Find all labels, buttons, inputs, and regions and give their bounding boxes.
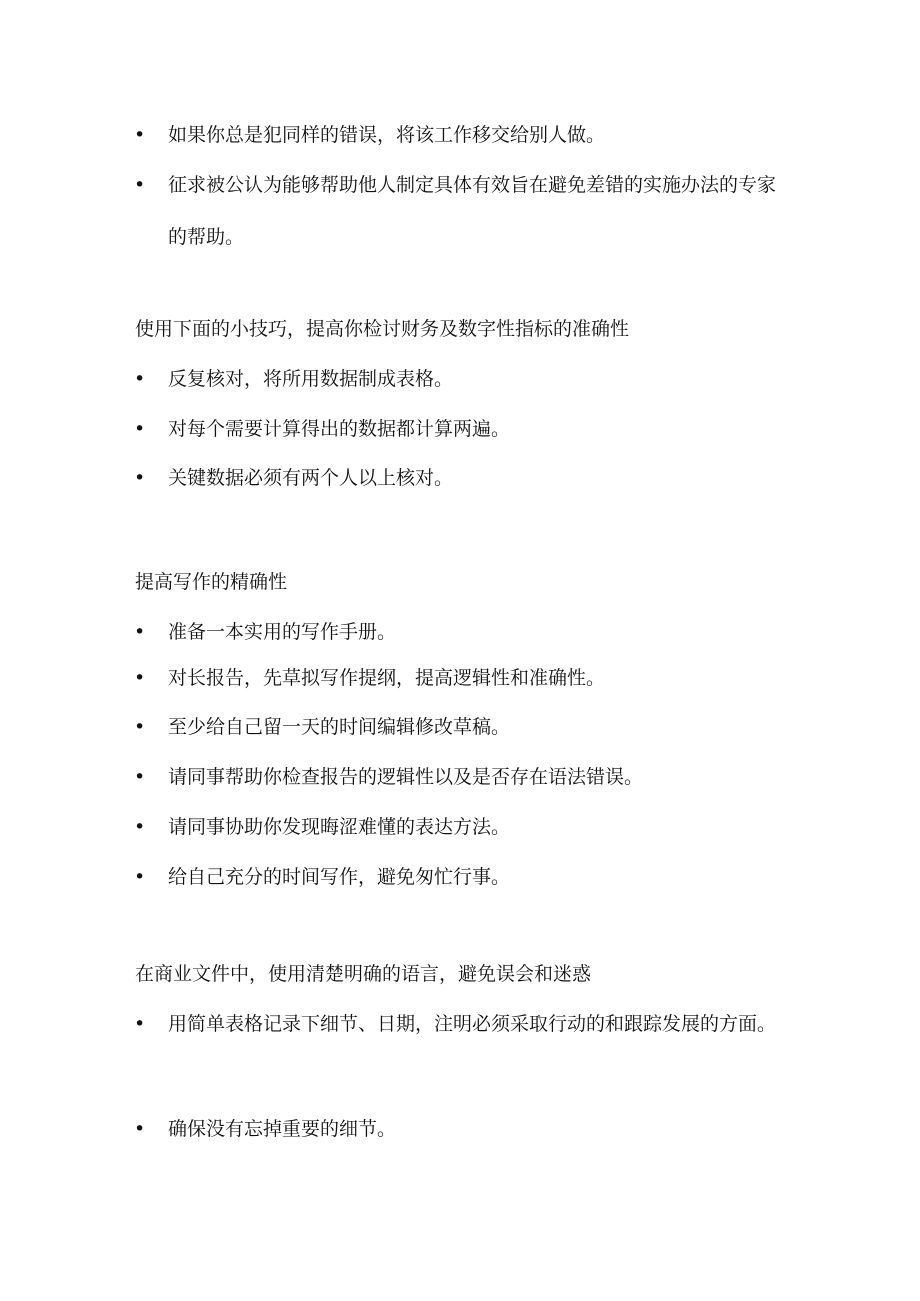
section-heading: 在商业文件中，使用清楚明确的语言，避免误会和迷惑 [135,963,592,985]
bullet-icon: • [134,621,146,643]
bullet-icon: • [134,174,146,196]
bullet-icon: • [134,467,146,489]
list-item-text: 征求被公认为能够帮助他人制定具体有效旨在避免差错的实施办法的专家的帮助。 [168,174,777,248]
list-item-text: 请同事协助你发现晦涩难懂的表达方法。 [168,816,511,838]
list-item-text: 至少给自己留一天的时间编辑修改草稿。 [168,716,511,738]
bullet-icon: • [134,1118,146,1140]
list-item-text: 用简单表格记录下细节、日期，注明必须采取行动的和跟踪发展的方面。 [168,1013,777,1035]
section-heading: 使用下面的小技巧，提高你检讨财务及数字性指标的准确性 [135,318,630,340]
list-item-text: 对每个需要计算得出的数据都计算两遍。 [168,418,511,440]
list-item-text: 关键数据必须有两个人以上核对。 [168,467,454,489]
list-item-text: 如果你总是犯同样的错误，将该工作移交给别人做。 [168,124,606,146]
bullet-icon: • [134,866,146,888]
list-item-text: 确保没有忘掉重要的细节。 [168,1118,397,1140]
list-item-text: 给自己充分的时间写作，避免匆忙行事。 [168,866,511,888]
bullet-icon: • [134,816,146,838]
list-item-text: 请同事帮助你检查报告的逻辑性以及是否存在语法错误。 [168,766,644,788]
bullet-icon: • [134,1013,146,1035]
section-heading: 提高写作的精确性 [135,571,288,593]
bullet-icon: • [134,124,146,146]
bullet-icon: • [134,667,146,689]
bullet-icon: • [134,766,146,788]
list-item-text: 对长报告，先草拟写作提纲，提高逻辑性和准确性。 [168,667,606,689]
bullet-icon: • [134,368,146,390]
bullet-icon: • [134,418,146,440]
list-item-text: 反复核对，将所用数据制成表格。 [168,368,454,390]
list-item-text: 准备一本实用的写作手册。 [168,621,397,643]
bullet-icon: • [134,716,146,738]
